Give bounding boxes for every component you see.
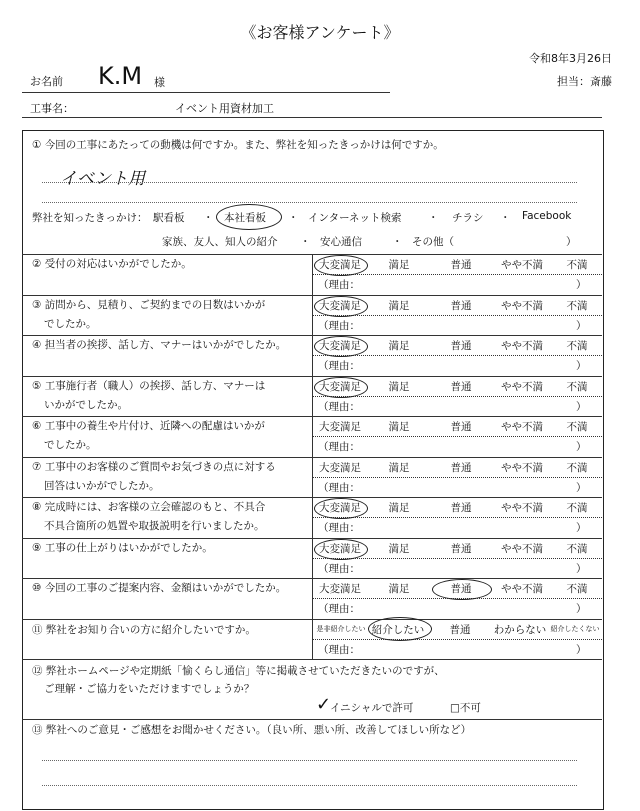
rating-option: 大変満足 [319,421,361,433]
reason-label: （理由： [318,401,360,413]
rating-option-selected: 大変満足 [319,259,361,271]
rating-option: 満足 [388,300,410,312]
reason-close: ） [576,320,587,332]
question-text: ③ 訪問から、見積り、ご契約までの日数はいかが [32,299,266,311]
question-text: ② 受付の対応はいかがでしたか。 [32,258,192,270]
reason-close: ） [576,279,587,291]
rating-option: 普通 [450,543,472,555]
reason-label: （理由： [318,522,360,534]
rating-option-selected: 普通 [450,583,472,595]
reason-close: ） [576,563,587,575]
page-title: 《お客様アンケート》 [240,23,400,42]
rating-option: 大変満足 [319,583,361,595]
rating-option: やや不満 [501,543,543,555]
q1-source-label: 弊社を知ったきっかけ： [32,212,148,224]
source-option: その他（ [412,236,454,248]
check-mark: ✓ [316,694,332,715]
source-option: 家族、友人、知人の紹介 [162,236,278,248]
customer-name: K.M [98,62,143,90]
rating-option: 不満 [566,543,588,555]
selected-circle [368,617,432,641]
selected-circle [314,498,368,519]
rating-option: 普通 [450,259,472,271]
rating-option: 普通 [450,462,472,474]
rating-option: 不満 [566,259,588,271]
rating-option: やや不満 [501,462,543,474]
rating-option: 大変満足 [319,462,361,474]
rating-option: やや不満 [501,381,543,393]
rating-option: 普通 [450,381,472,393]
staff-label: 担当：斎藤 [557,75,612,88]
source-option: Facebook [522,210,572,222]
rating-option: 満足 [388,502,410,514]
q11-option-selected: 紹介したい [371,624,425,636]
rating-option-selected: 大変満足 [319,543,361,555]
rating-option: 不満 [566,462,588,474]
question-text: ⑧ 完成時には、お客様の立会確認のもと、不具合 [32,501,266,513]
question-text: ⑨ 工事の仕上がりはいかがでしたか。 [32,542,213,554]
source-option: チラシ [452,212,484,224]
reason-label: （理由： [318,482,360,494]
rating-option: やや不満 [501,583,543,595]
rating-option: 満足 [388,583,410,595]
rating-option: 普通 [450,340,472,352]
rating-option: やや不満 [501,300,543,312]
customer-suffix: 様 [154,76,165,89]
rating-option: 不満 [566,340,588,352]
rating-option: 普通 [450,421,472,433]
reason-close: ） [576,441,587,453]
question-text-cont: 回答はいかがでしたか。 [44,480,160,492]
question-text: ④ 担当者の挨拶、話し方、マナーはいかがでしたか。 [32,339,287,351]
selected-circle [314,336,368,357]
q11-question: ⑪ 弊社をお知り合いの方に紹介したいですか。 [32,624,256,636]
rating-option: 普通 [450,502,472,514]
reason-label: （理由： [318,603,360,615]
rating-option: 満足 [388,340,410,352]
reason-label: （理由： [318,320,360,332]
question-text-cont: いかがでしたか。 [44,399,128,411]
q11-option: 紹介したくない [550,625,600,633]
reason-close: ） [576,482,587,494]
rating-option: 満足 [388,462,410,474]
rating-option-selected: 大変満足 [319,340,361,352]
rating-option: 不満 [566,502,588,514]
rating-option: 不満 [566,583,588,595]
survey-date: 令和8年3月26日 [529,52,612,65]
reason-close: ） [576,603,587,615]
rating-option: 満足 [388,543,410,555]
reason-label: （理由： [318,441,360,453]
selected-circle [314,296,368,317]
question-text: ⑥ 工事中の養生や片付け、近隣への配慮はいかが [32,420,265,432]
q11-option: わからない [493,624,547,636]
q12-line2: ご理解・ご協力をいただけますでしょうか？ [44,683,255,695]
rating-option: やや不満 [501,259,543,271]
rating-option: 満足 [388,421,410,433]
selected-circle [314,255,368,276]
rating-option: 普通 [450,300,472,312]
selected-circle [216,204,282,230]
question-text-cont: 不具合箇所の処置や取扱説明を行いましたか。 [44,520,265,532]
source-option: 駅看板 [153,212,185,224]
rating-option-selected: 大変満足 [319,300,361,312]
rating-option: 満足 [388,259,410,271]
reason-label: （理由： [318,360,360,372]
q12-option-permit: イニシャルで許可 [330,702,414,714]
rating-option: 不満 [566,421,588,433]
selected-circle [314,539,368,560]
construction-label: 工事名： [30,102,74,115]
rating-option-selected: 大変満足 [319,502,361,514]
q1-question: ① 今回の工事にあたっての動機は何ですか。また、弊社を知ったきっかけは何ですか。 [32,139,444,151]
question-text-cont: でしたか。 [44,318,97,330]
selected-circle [432,579,492,600]
selected-circle [314,377,368,398]
source-option: 安心通信 [320,236,362,248]
rating-option: 不満 [566,300,588,312]
question-text: ⑤ 工事施行者（職人）の挨拶、話し方、マナーは [32,380,266,392]
rating-option: 不満 [566,381,588,393]
q11-option: 是非紹介したい [316,625,366,633]
reason-label: （理由： [318,563,360,575]
q12-line1: ⑫ 弊社ホームページや定期紙「愉くらし通信」等に掲載させていただきたいのですが、 [32,665,445,677]
reason-label: （理由： [318,279,360,291]
rating-option-selected: 大変満足 [319,381,361,393]
question-text-cont: でしたか。 [44,439,97,451]
rating-option: やや不満 [501,340,543,352]
rating-option: やや不満 [501,421,543,433]
reason-label: （理由： [318,644,360,656]
question-text: ⑦ 工事中のお客様のご質問やお気づきの点に対する [32,461,276,473]
source-option: インターネット検索 [308,212,402,224]
source-option-selected: 本社看板 [224,212,266,224]
customer-label: お名前 [30,75,63,88]
reason-close: ） [576,522,587,534]
q13-question: ⑬ 弊社へのご意見・ご感想をお聞かせください。（良い所、悪い所、改善してほしい所など） [32,724,472,736]
q11-option: 普通 [449,624,471,636]
q12-option-deny: □不可 [450,702,481,714]
question-text: ⑩ 今回の工事のご提案内容、金額はいかがでしたか。 [32,582,287,594]
rating-option: 満足 [388,381,410,393]
reason-close: ） [576,401,587,413]
reason-close: ） [576,360,587,372]
rating-option: やや不満 [501,502,543,514]
construction-name: イベント用資材加工 [175,102,274,115]
q1-answer: イベント用 [60,169,145,189]
